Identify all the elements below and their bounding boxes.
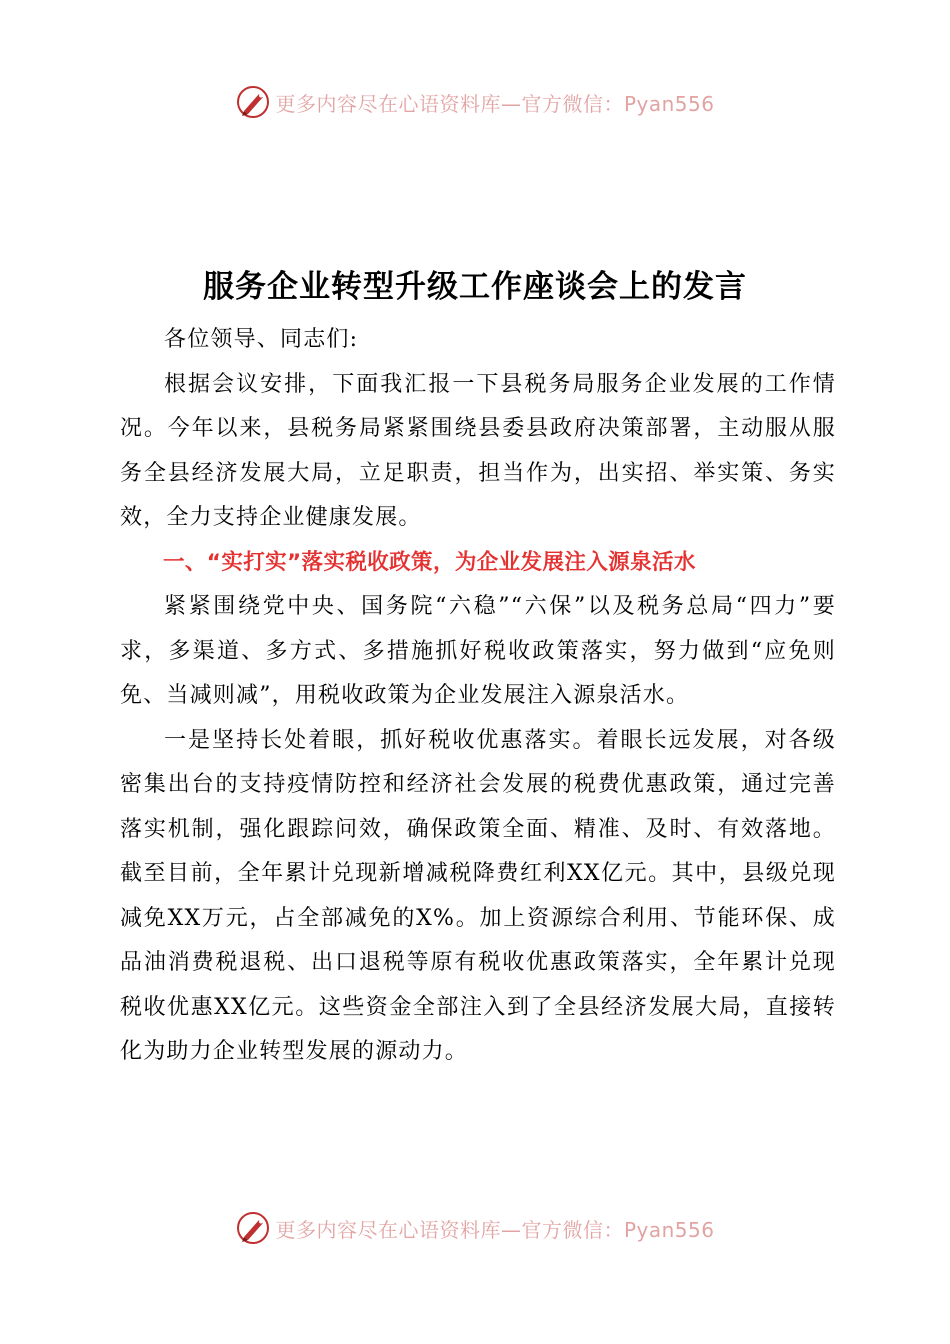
section-heading-1: 一、“实打实”落实税收政策，为企业发展注入源泉活水 (163, 549, 696, 575)
watermark-header (0, 82, 950, 122)
watermark-footer (0, 1208, 950, 1248)
pen-logo-icon (235, 1210, 271, 1246)
paragraph-intro: 根据会议安排，下面我汇报一下县税务局服务企业发展的工作情况。今年以来，县税务局紧紧围绕县委县政府决策部署，主动服从服务全县经济发展大局，立足职责，担当作为，出实招、举实策、务实效，全力支持企业健康发展。 (120, 371, 836, 530)
salutation: 各位领导、同志们: (164, 327, 359, 352)
document-title: 服务企业转型升级工作座谈会上的发言 (203, 268, 747, 305)
watermark-text: 更多内容尽在心语资料库—官方微信：Pyan556 (275, 1217, 715, 1242)
watermark-text: 更多内容尽在心语资料库—官方微信：Pyan556 (275, 91, 715, 116)
pen-logo-icon (235, 84, 271, 120)
document-body (120, 318, 836, 1075)
paragraph-section-1-point-1: 一是坚持长处着眼，抓好税收优惠落实。着眼长远发展，对各级密集出台的支持疫情防控和经济社会发展的税费优惠政策，通过完善落实机制，强化跟踪问效，确保政策全面、精准、及时、有效落地。截至目前，全年累计兑现新增减税降费红利XX亿元。其中，县级兑现减免XX万元，占全部减免的X%。加上资源综合利用、节能环保、成品油消费税退税、出口退税等原有税收优惠政策落实，全年累计兑现税收优惠XX亿元。这些资金全部注入到了全县经济发展大局，直接转化为助力企业转型发展的源动力。 (120, 727, 836, 1064)
paragraph-section-1-intro: 紧紧围绕党中央、国务院“六稳”“六保”以及税务总局“四力”要求，多渠道、多方式、多措施抓好税收政策落实，努力做到“应免则免、当减则减”，用税收政策为企业发展注入源泉活水。 (120, 594, 836, 708)
